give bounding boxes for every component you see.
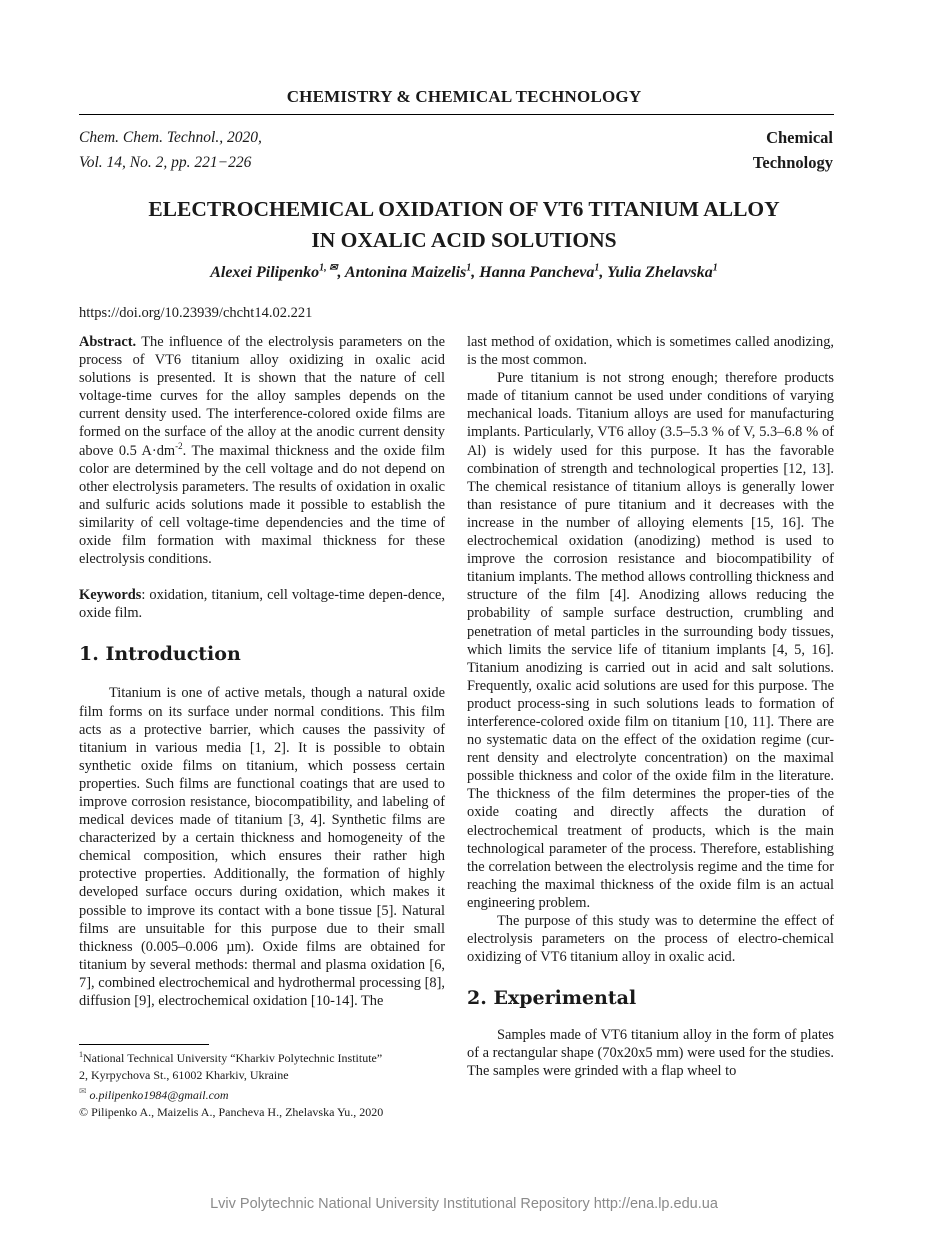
journal-header: CHEMISTRY & CHEMICAL TECHNOLOGY bbox=[286, 87, 642, 106]
title-line-1: ELECTROCHEMICAL OXIDATION OF VT6 TITANIUM ALLOY bbox=[148, 197, 780, 221]
intro-paragraph-2: Pure titanium is not strong enough; therefore products made of titanium cannot be used under conditions of varying mechanical loads. Titanium alloys are used for manufacturing implants. Particularly, VT6 alloy (3.5–5.3 % of V, 5.3–6.8 % of Al) is widely used for this purpose. It has the favorable combination of strength and technological properties [12, 13]. The chemical resistance of titanium alloys is generally lower than resistance of pure titanium and it decreases with the increase in the number of alloying elements [15, 16]. The electrochemical oxidation (anodizing) method is used to improve the corrosion resistance and biocompatibility of titanium implants. The method allows controlling thickness and structure of the film [4]. Anodizing allows reducing the probability of sample surface destruction, crumbling and penetration of metal particles in the surrounding body tissues, which limits the service life of titanium implants [4, 5, 16]. Titanium anodizing is carried out in acid and salt solutions. Frequently, oxalic acid solutions are used for this purpose. The product process-sing in such solutions leads to formation of interference-colored oxide film on titanium [10, 11]. There are no systematic data on the effect of the oxidation regime (cur-rent density and electrolyte concentration) on the maximal possible thickness and color of the oxide film in the literature. The thickness of the film determines the proper-ties of the oxide coating and directly affects the duration of electrochemical treatment of products, which is the main technological parameter of the process. Therefore, establishing the correlation between the electrolysis regime and the time for reaching the maximal thickness of the oxide film is an actual engineering problem. bbox=[467, 370, 834, 911]
author-list bbox=[0, 264, 928, 282]
abstract-paragraph bbox=[79, 333, 445, 568]
intro-continuation: last method of oxidation, which is sometimes called anodizing, is the most common. bbox=[467, 334, 834, 369]
abstract-superscript: -2 bbox=[175, 440, 183, 451]
footnotes bbox=[79, 1050, 445, 1120]
affiliation-line-1: National Technical University “Kharkiv Polytechnic Institute” bbox=[83, 1051, 383, 1065]
author-separator: , bbox=[337, 264, 345, 281]
author-separator: , bbox=[471, 264, 480, 281]
header-rule bbox=[79, 114, 834, 115]
keywords-text: : oxidation, titanium, cell voltage-time depen-dence, oxide film. bbox=[79, 587, 445, 622]
citation-line-2: Vol. 14, No. 2, pp. 221−226 bbox=[79, 154, 252, 171]
brand-line-2: Technology bbox=[752, 153, 833, 172]
author-name: Antonina Maizelis bbox=[344, 264, 467, 281]
intro-paragraph: Titanium is one of active metals, though a natural oxide film forms on its surface under normal conditions. This film acts as a protective barrier, which causes the passivity of titanium in various media [1, 2]. It is possible to obtain synthetic oxide films on titanium, which possess certain properties. Such films are functional coatings that are used to improve corrosion resistance, biocompatibility, and labeling of medical devices made of titanium [3, 4]. Synthetic films are characterized by a certain thickness and homogeneity of the chemical composition, which ensures their rather high protective properties. Additionally, the formation of highly developed surface occurs during oxidation, which makes it possible to improve its contact with a bone tissue [5]. Natural films are unsuitable for this purpose due to their small thickness (0.005–0.006 µm). Oxide films are obtained for titanium by several methods: thermal and plasma oxidation [6, 7], combined electrochemical and hydrothermal processing [8], diffusion [9], electrochemical oxidation [10-14]. The bbox=[79, 685, 445, 1009]
citation-block bbox=[79, 125, 262, 175]
section-heading-experimental: 2. Experimental bbox=[467, 987, 637, 1010]
article-title bbox=[0, 194, 928, 256]
affiliation-mark: 1 bbox=[79, 1050, 83, 1059]
abstract-text: The influence of the electrolysis parameters on the process of VT6 titanium alloy oxidizing in oxalic acid solutions is presented. It is shown that the nature of cell voltage-time curves for the alloy samples depends on the current density used. The interference-colored oxide films are formed on the surface of the alloy at the anodic current density above 0.5 A·dm bbox=[79, 334, 445, 459]
footnote-rule bbox=[79, 1044, 209, 1045]
author-name: Alexei Pilipenko bbox=[210, 264, 320, 281]
abstract-label: Abstract. bbox=[79, 334, 137, 350]
doi-link[interactable]: https://doi.org/10.23939/chcht14.02.221 bbox=[79, 305, 313, 321]
affiliation-footnote bbox=[79, 1050, 445, 1067]
author-name: Hanna Pancheva bbox=[479, 264, 595, 281]
envelope-icon: ✉ bbox=[79, 1086, 87, 1096]
brand-line-1: Chemical bbox=[766, 128, 833, 147]
author-affiliation-mark: 1 bbox=[594, 262, 600, 274]
experimental-paragraph: Samples made of VT6 titanium alloy in the form of plates of a rectangular shape (70x20x5 mm) were used for the studies. The samples were grinded with a flap wheel to bbox=[467, 1027, 834, 1080]
email-footnote bbox=[79, 1083, 445, 1104]
citation-line-1: Chem. Chem. Technol., 2020, bbox=[79, 129, 262, 146]
author-affiliation-mark: 1 bbox=[466, 262, 472, 274]
right-column bbox=[467, 333, 834, 1081]
author-name: Yulia Zhelavska bbox=[607, 264, 713, 281]
author-affiliation-mark: 1, ✉ bbox=[319, 262, 338, 274]
email-address[interactable]: o.pilipenko1984@gmail.com bbox=[86, 1088, 229, 1102]
abstract-text-continued: . The maximal thickness and the oxide film color are determined by the cell voltage and do not depend on other electrolysis parameters. The results of oxidation in oxalic and sulfuric acids solutions made it possible to establish the similarity of cell voltage-time dependencies and the time of oxide film formation with maximal thickness for these electrolysis conditions. bbox=[79, 442, 446, 568]
keywords-paragraph bbox=[79, 586, 445, 622]
author-affiliation-mark: 1 bbox=[712, 262, 718, 274]
spacer bbox=[79, 568, 445, 586]
repository-footer[interactable]: Lviv Polytechnic National University Institutional Repository http://ena.lp.edu.ua bbox=[210, 1196, 718, 1212]
title-line-2: IN OXALIC ACID SOLUTIONS bbox=[311, 228, 617, 252]
affiliation-line-2: 2, Kyrpychova St., 61002 Kharkiv, Ukraine bbox=[79, 1067, 289, 1082]
author-separator: , bbox=[599, 264, 608, 281]
intro-paragraph-3: The purpose of this study was to determine the effect of electrolysis parameters on the process of electro-chemical oxidizing of VT6 titanium alloy in oxalic acid. bbox=[467, 913, 834, 966]
copyright-line: © Pilipenko A., Maizelis A., Pancheva H., Zhelavska Yu., 2020 bbox=[79, 1104, 384, 1119]
left-column bbox=[79, 333, 445, 1010]
keywords-label: Keywords bbox=[79, 587, 142, 604]
journal-brand bbox=[753, 125, 833, 175]
section-heading-introduction: 1. Introduction bbox=[79, 643, 241, 666]
